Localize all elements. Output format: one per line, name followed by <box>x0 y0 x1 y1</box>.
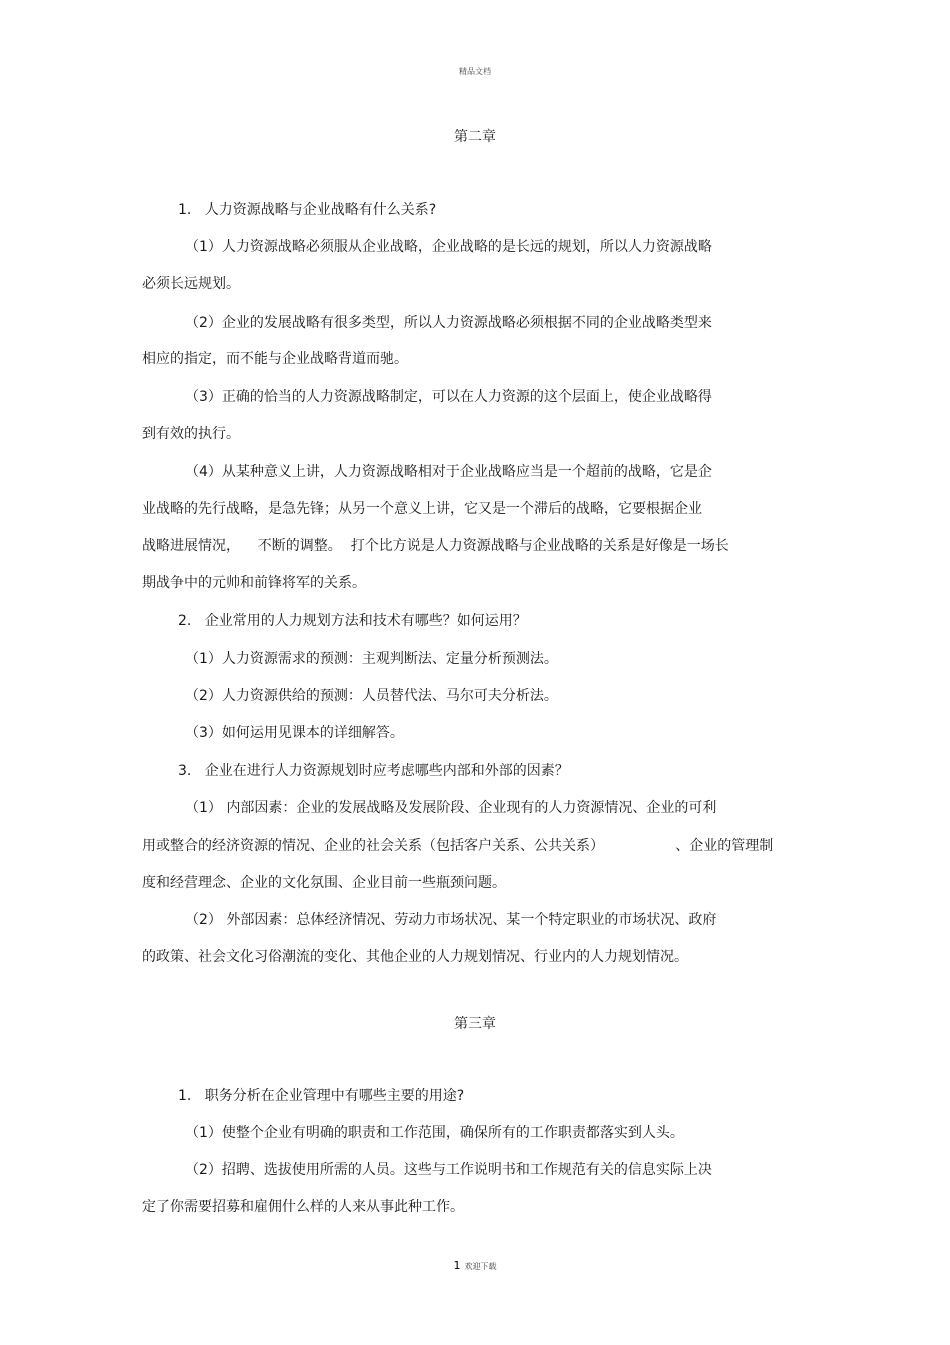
ch3-q1-answer-2-line-2: 定了你需要招募和雇佣什么样的人来从事此种工作。 <box>142 1199 464 1215</box>
ch2-question-3: 3. 企业在进行人力资源规划时应考虑哪些内部和外部的因素？ <box>178 763 569 779</box>
header-mark: 精品文档 <box>459 67 491 76</box>
ch3-q1-answer-2-line-1: （2）招聘、选拔使用所需的人员。这些与工作说明书和工作规范有关的信息实际上决 <box>185 1162 712 1178</box>
chapter-2-title: 第二章 <box>454 129 496 145</box>
page-number: 1 <box>453 1259 461 1272</box>
ch2-q3-answer-1-line-3: 度和经营理念、企业的文化氛围、企业目前一些瓶颈问题。 <box>142 875 506 891</box>
chapter-3-title: 第三章 <box>454 1016 496 1032</box>
ch2-q2-answer-2: （2）人力资源供给的预测：人员替代法、马尔可夫分析法。 <box>185 688 558 704</box>
ch2-q3-answer-1-line-2: 用或整合的经济资源的情况、企业的社会关系（包括客户关系、公共关系） 、企业的管理制 <box>142 838 774 854</box>
ch2-question-2: 2. 企业常用的人力规划方法和技术有哪些？如何运用？ <box>178 613 527 629</box>
ch2-q3-answer-2-line-2: 的政策、社会文化习俗潮流的变化、其他企业的人力规划情况、行业内的人力规划情况。 <box>142 949 688 965</box>
ch2-q1-answer-3-line-1: （3）正确的恰当的人力资源战略制定，可以在人力资源的这个层面上，使企业战略得 <box>185 389 712 405</box>
ch2-q1-answer-1-line-2: 必须长远规划。 <box>142 276 240 292</box>
page-footer <box>0 1259 950 1272</box>
ch2-q1-answer-4-line-1: （4）从某种意义上讲，人力资源战略相对于企业战略应当是一个超前的战略，它是企 <box>185 464 712 480</box>
ch2-q1-answer-4-line-2: 业战略的先行战略，是急先锋；从另一个意义上讲，它又是一个滞后的战略，它要根据企业 <box>142 501 702 517</box>
ch2-q1-answer-2-line-1: （2）企业的发展战略有很多类型，所以人力资源战略必须根据不同的企业战略类型来 <box>185 315 712 331</box>
ch2-q1-answer-1-line-1: （1）人力资源战略必须服从企业战略，企业战略的是长远的规划，所以人力资源战略 <box>185 239 712 255</box>
ch2-q2-answer-1: （1）人力资源需求的预测：主观判断法、定量分析预测法。 <box>185 651 558 667</box>
ch2-q1-answer-3-line-2: 到有效的执行。 <box>142 426 240 442</box>
ch3-q1-answer-1: （1）使整个企业有明确的职责和工作范围，确保所有的工作职责都落实到人头。 <box>185 1125 684 1141</box>
ch3-question-1: 1. 职务分析在企业管理中有哪些主要的用途? <box>178 1088 465 1104</box>
ch2-q1-answer-4-line-3: 战略进展情况， 不断的调整。 打个比方说是人力资源战略与企业战略的关系是好像是一场长 <box>142 538 729 554</box>
ch2-q1-answer-2-line-2: 相应的指定，而不能与企业战略背道而驰。 <box>142 351 408 367</box>
ch2-question-1: 1. 人力资源战略与企业战略有什么关系? <box>178 202 437 218</box>
footer-text: 欢迎下载 <box>464 1262 497 1271</box>
ch2-q1-answer-4-line-4: 期战争中的元帅和前锋将军的关系。 <box>142 575 366 591</box>
ch2-q3-answer-2-line-1: （2） 外部因素：总体经济情况、劳动力市场状况、某一个特定职业的市场状况、政府 <box>185 912 717 928</box>
ch2-q2-answer-3: （3）如何运用见课本的详细解答。 <box>185 725 404 741</box>
ch2-q3-answer-1-line-1: （1） 内部因素：企业的发展战略及发展阶段、企业现有的人力资源情况、企业的可利 <box>185 800 717 816</box>
